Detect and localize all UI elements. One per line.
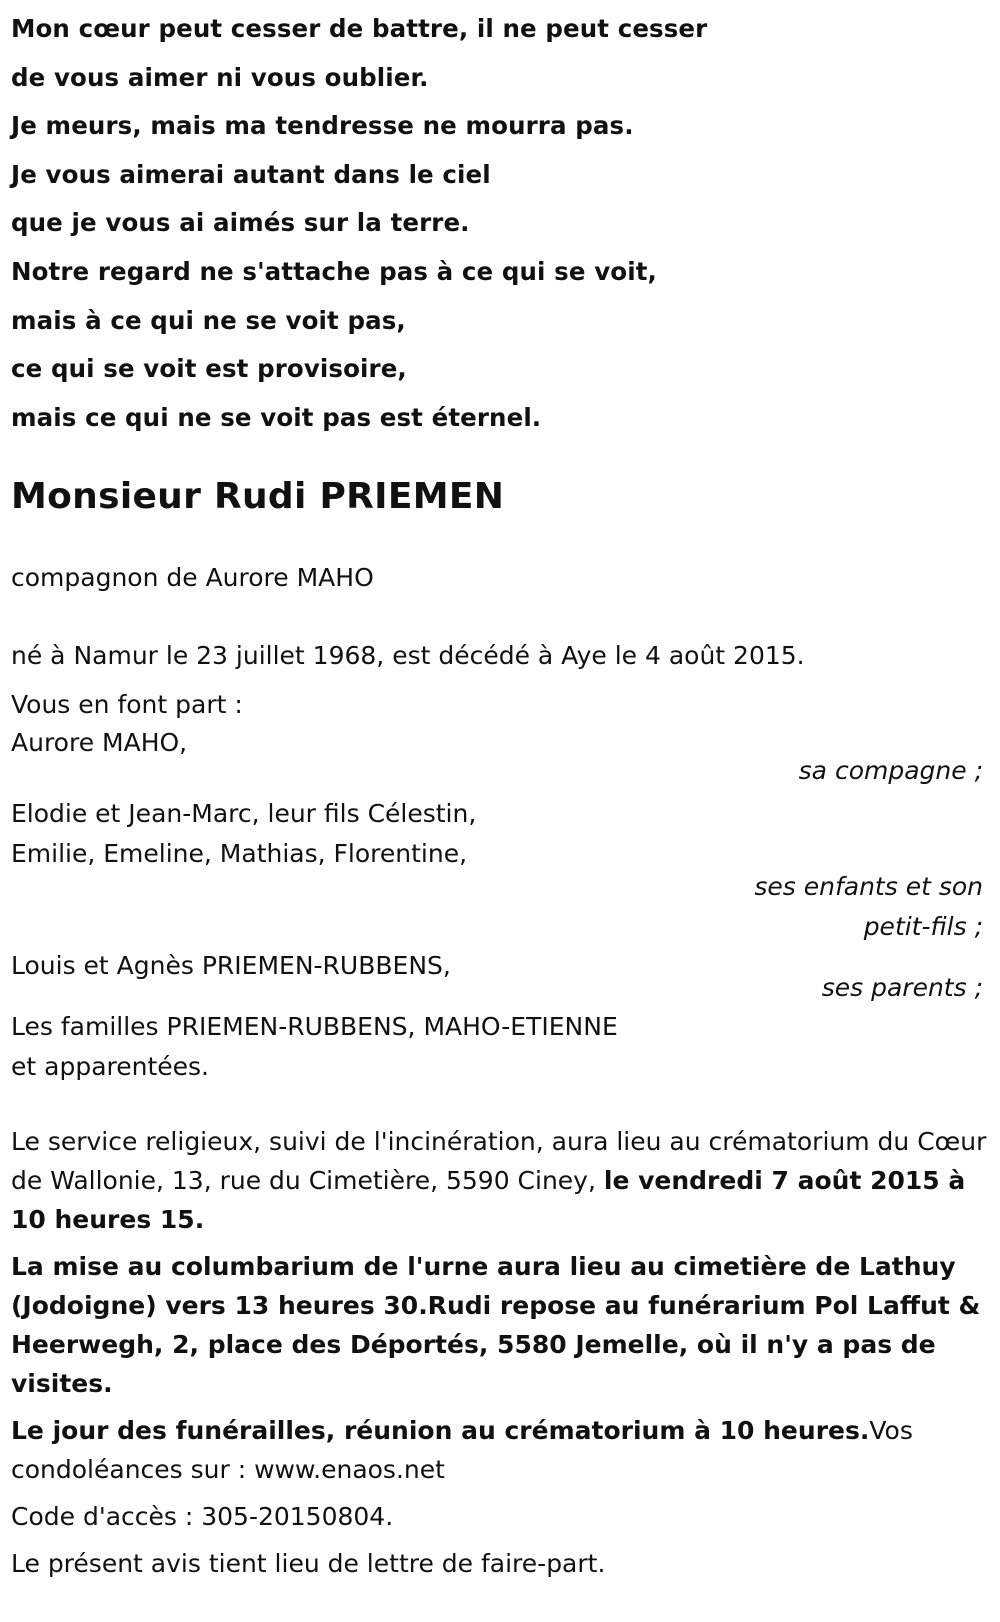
families-line-1: Les familles PRIEMEN-RUBBENS, MAHO-ETIENNE	[11, 1012, 618, 1042]
closing-line: Le présent avis tient lieu de lettre de faire-part.	[11, 1549, 606, 1579]
poem-line: ce qui se voit est provisoire,	[11, 354, 407, 384]
family-children	[11, 794, 989, 946]
children-relation-line-2: petit-fils ;	[863, 911, 983, 941]
poem	[11, 0, 989, 442]
poem-line: Mon cœur peut cesser de battre, il ne peut cesser	[11, 14, 708, 43]
birth-death-line: né à Namur le 23 juillet 1968, est décédé à Aye le 4 août 2015.	[11, 641, 805, 671]
poem-line: mais ce qui ne se voit pas est éternel.	[11, 402, 542, 432]
deceased-name: Monsieur Rudi PRIEMEN	[11, 476, 505, 518]
service-date: le vendredi 7 août 2015 à 10 heures 15.	[11, 1166, 966, 1235]
reunion-bold: Le jour des funérailles, réunion au crématorium à 10 heures.	[11, 1416, 870, 1446]
children-relation-line-1: ses enfants et son	[754, 872, 983, 902]
poem-line: de vous aimer ni vous oublier.	[11, 62, 429, 92]
reunion-paragraph	[11, 1411, 989, 1489]
reunion-text: Vos condoléances sur : www.enaos.net	[11, 1416, 913, 1485]
companion-line: compagnon de Aurore MAHO	[11, 563, 374, 593]
service-paragraph	[11, 1122, 989, 1239]
children-names-line-1: Elodie et Jean-Marc, leur fils Célestin,	[11, 799, 477, 829]
poem-line: Notre regard ne s'attache pas à ce qui se voit,	[11, 256, 657, 286]
parents-relation: ses parents ;	[821, 972, 983, 1002]
poem-line: Je vous aimerai autant dans le ciel	[11, 159, 491, 189]
announce-line: Vous en font part :	[11, 690, 243, 720]
access-code: Code d'accès : 305-20150804.	[11, 1502, 394, 1532]
poem-line: Je meurs, mais ma tendresse ne mourra pas.	[11, 111, 634, 141]
poem-line: mais à ce qui ne se voit pas,	[11, 305, 406, 335]
family-parents	[11, 946, 989, 1007]
spouse-relation: sa compagne ;	[798, 755, 983, 785]
spouse-names: Aurore MAHO,	[11, 728, 188, 758]
poem-line: que je vous ai aimés sur la terre.	[11, 208, 470, 238]
parents-names: Louis et Agnès PRIEMEN-RUBBENS,	[11, 951, 451, 981]
family-spouse	[11, 723, 989, 790]
children-names-line-2: Emilie, Emeline, Mathias, Florentine,	[11, 838, 468, 868]
columbarium-paragraph: La mise au columbarium de l'urne aura lieu au cimetière de Lathuy (Jodoigne) vers 13 heures 30.Rudi repose au funérarium Pol Laffut & Heerwegh, 2, place des Déportés, 5580 Jemelle, où il n'y a pas de visites.	[11, 1252, 981, 1399]
families-line-2: et apparentées.	[11, 1051, 209, 1081]
service-text: Le service religieux, suivi de l'incinération, aura lieu au crématorium du Cœur de Wallonie, 13, rue du Cimetière, 5590 Ciney,	[11, 1127, 987, 1196]
obituary-notice	[11, 0, 989, 1583]
family-relatives	[11, 1007, 989, 1086]
